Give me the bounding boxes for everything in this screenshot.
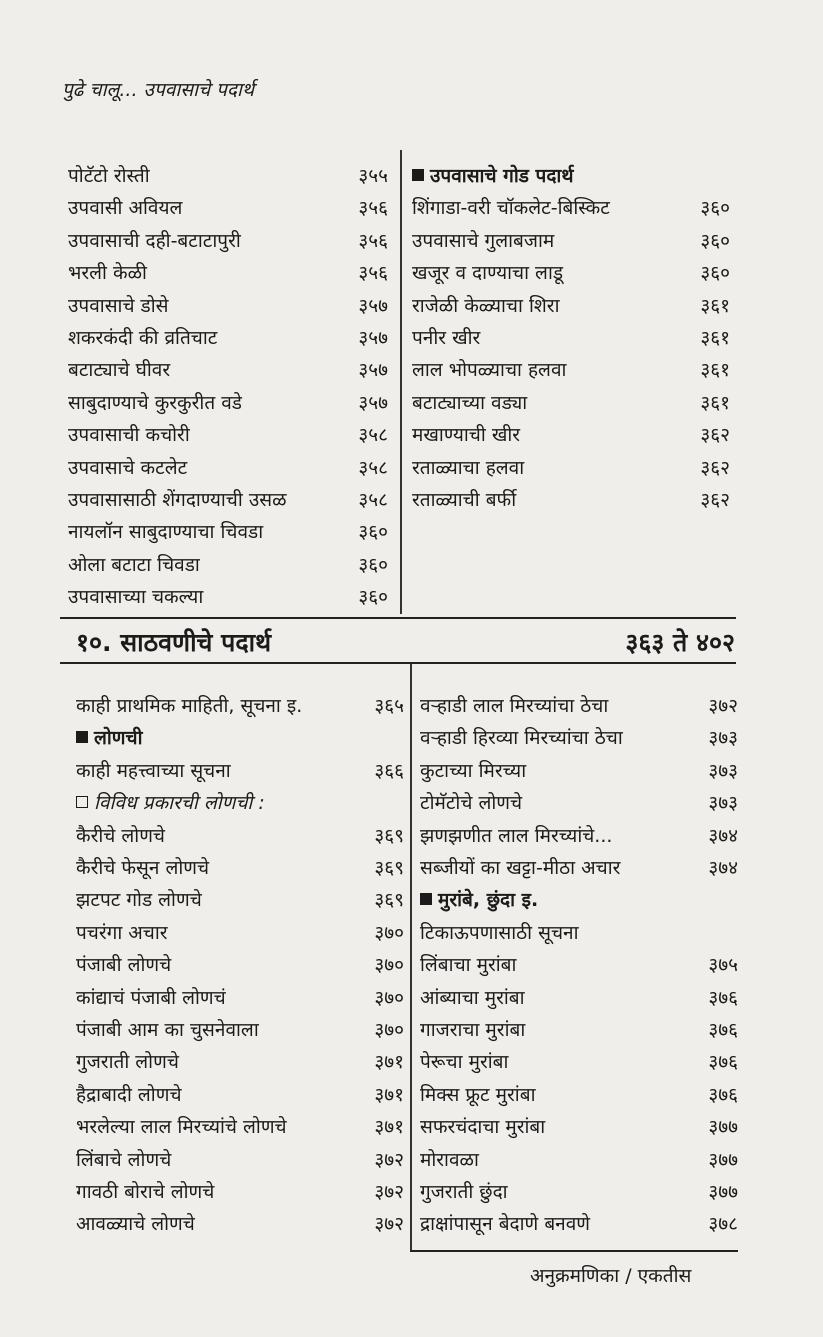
toc-entry bbox=[420, 757, 738, 787]
entry-title: रताळ्याचा हलवा bbox=[412, 456, 525, 479]
entry-page-number: ३५६ bbox=[358, 262, 388, 285]
entry-page-number: ३५५ bbox=[358, 165, 388, 187]
entry-page-number: ३६१ bbox=[700, 359, 730, 382]
entry-page-number: ३७५ bbox=[708, 954, 738, 977]
toc-entry bbox=[76, 692, 404, 722]
column-divider bbox=[410, 664, 412, 1250]
toc-entry bbox=[68, 259, 388, 289]
toc-entry bbox=[420, 1146, 738, 1176]
entry-title: लाल भोपळ्याचा हलवा bbox=[412, 359, 567, 382]
toc-entry bbox=[68, 486, 388, 516]
toc-entry bbox=[420, 919, 738, 949]
toc-entry bbox=[412, 421, 730, 451]
toc-entry bbox=[420, 724, 738, 754]
toc-entry bbox=[76, 1113, 404, 1143]
toc-entry bbox=[420, 1113, 738, 1143]
toc-entry bbox=[68, 194, 388, 224]
entry-title: मोरावळा bbox=[420, 1148, 479, 1171]
entry-page-number: ३७२ bbox=[374, 1181, 404, 1203]
entry-title: झणझणीत लाल मिरच्यांचे... bbox=[420, 824, 613, 847]
toc-entry bbox=[412, 292, 730, 322]
section-heading-sweets bbox=[412, 162, 730, 192]
entry-page-number: ३६० bbox=[700, 229, 730, 252]
entry-title: हैद्राबादी लोणचे bbox=[76, 1083, 182, 1106]
entry-title: सब्जीयों का खट्टा-मीठा अचार bbox=[420, 857, 621, 879]
entry-title: आंब्याचा मुरांबा bbox=[420, 986, 525, 1009]
entry-page-number: ३५८ bbox=[358, 456, 388, 479]
toc-entry bbox=[68, 389, 388, 419]
toc-entry bbox=[68, 227, 388, 257]
entry-title: मखाण्याची खीर bbox=[412, 424, 521, 447]
heading-text: लोणची bbox=[94, 727, 143, 750]
entry-title: काही प्राथमिक माहिती, सूचना इ. bbox=[76, 695, 303, 717]
footer-rule bbox=[410, 1250, 738, 1252]
entry-page-number: ३७६ bbox=[708, 986, 738, 1009]
section-heading-preserves bbox=[420, 886, 738, 916]
toc-entry bbox=[420, 1210, 738, 1240]
entry-page-number: ३७६ bbox=[708, 1019, 738, 1041]
entry-title: उपवासाचे डोसे bbox=[68, 294, 169, 317]
toc-entry bbox=[76, 1081, 404, 1111]
toc-entry bbox=[412, 486, 730, 516]
entry-title: कैरीचे फेसून लोणचे bbox=[76, 857, 210, 879]
toc-entry bbox=[412, 389, 730, 419]
entry-page-number: ३७६ bbox=[708, 1083, 738, 1106]
toc-entry bbox=[76, 1016, 404, 1046]
entry-title: लिंबाचा मुरांबा bbox=[420, 954, 517, 977]
toc-entry bbox=[420, 1081, 738, 1111]
toc-entry bbox=[420, 951, 738, 981]
toc-entry bbox=[412, 324, 730, 354]
section-title: १०. साठवणीचे पदार्थ bbox=[76, 628, 272, 657]
entry-page-number: ३५६ bbox=[358, 229, 388, 252]
entry-title: पनीर खीर bbox=[412, 327, 481, 349]
entry-title: शकरकंदी की व्रतिचाट bbox=[68, 327, 218, 349]
entry-page-number: ३७२ bbox=[708, 695, 738, 717]
entry-title: पोटॅटो रोस्ती bbox=[68, 165, 150, 187]
entry-title: गुजराती छुंदा bbox=[420, 1181, 508, 1203]
entry-title: मिक्स फ्रूट मुरांबा bbox=[420, 1083, 536, 1106]
entry-title: उपवासाचे कटलेट bbox=[68, 456, 188, 479]
entry-title: पचरंगा अचार bbox=[76, 921, 168, 944]
running-header: पुढे चालू... उपवासाचे पदार्थ bbox=[62, 79, 255, 101]
entry-title: भरली केळी bbox=[68, 262, 147, 285]
entry-title: खजूर व दाण्याचा लाडू bbox=[412, 262, 564, 285]
toc-entry bbox=[76, 1210, 404, 1240]
toc-entry bbox=[68, 162, 388, 192]
entry-page-number: ३७७ bbox=[708, 1181, 738, 1203]
entry-title: शिंगाडा-वरी चॉकलेट-बिस्किट bbox=[412, 197, 610, 220]
entry-title: द्राक्षांपासून बेदाणे बनवणे bbox=[420, 1213, 591, 1236]
section-page-range: ३६३ ते ४०२ bbox=[625, 628, 735, 657]
entry-page-number: ३७२ bbox=[374, 1213, 404, 1236]
entry-page-number: ३७३ bbox=[708, 792, 738, 815]
toc-entry bbox=[412, 227, 730, 257]
entry-page-number: ३५७ bbox=[358, 391, 388, 414]
entry-title: भरलेल्या लाल मिरच्यांचे लोणचे bbox=[76, 1116, 287, 1139]
entry-title: सफरचंदाचा मुरांबा bbox=[420, 1116, 546, 1139]
entry-title: कुटाच्या मिरच्या bbox=[420, 759, 527, 782]
entry-page-number: ३६१ bbox=[700, 391, 730, 414]
toc-entry bbox=[420, 1016, 738, 1046]
entry-title: काही महत्त्वाच्या सूचना bbox=[76, 759, 231, 782]
section-heading-pickles bbox=[76, 724, 404, 754]
toc-entry bbox=[76, 854, 404, 884]
entry-title: उपवासाचे गुलाबजाम bbox=[412, 229, 555, 252]
square-bullet-icon bbox=[412, 169, 424, 181]
toc-entry bbox=[68, 518, 388, 548]
entry-page-number: ३७० bbox=[374, 986, 404, 1009]
toc-entry bbox=[76, 822, 404, 852]
entry-page-number: ३७४ bbox=[708, 824, 738, 847]
toc-entry bbox=[76, 886, 404, 916]
toc-entry bbox=[420, 822, 738, 852]
entry-title: टोमॅटोचे लोणचे bbox=[420, 792, 523, 815]
toc-entry bbox=[68, 421, 388, 451]
heading-text: मुरांबे, छुंदा इ. bbox=[438, 889, 539, 912]
entry-page-number: ३७८ bbox=[708, 1213, 738, 1236]
entry-title: उपवासासाठी शेंगदाण्याची उसळ bbox=[68, 489, 287, 511]
heading-text: उपवासाचे गोड पदार्थ bbox=[430, 165, 574, 187]
entry-title: उपवासाच्या चकल्या bbox=[68, 586, 204, 609]
entry-page-number: ३७४ bbox=[708, 857, 738, 879]
entry-title: गुजराती लोणचे bbox=[76, 1051, 179, 1074]
square-bullet-icon bbox=[76, 731, 88, 743]
entry-page-number: ३६० bbox=[358, 553, 388, 576]
entry-title: नायलॉन साबुदाण्याचा चिवडा bbox=[68, 521, 264, 544]
hollow-square-bullet-icon bbox=[76, 796, 88, 808]
toc-entry bbox=[68, 356, 388, 386]
toc-entry bbox=[412, 356, 730, 386]
entry-page-number: ३७१ bbox=[374, 1051, 404, 1074]
entry-title: गाजराचा मुरांबा bbox=[420, 1019, 526, 1041]
entry-title: रताळ्याची बर्फी bbox=[412, 489, 517, 511]
entry-title: पंजाबी आम का चुसनेवाला bbox=[76, 1019, 259, 1041]
entry-title: राजेळी केळ्याचा शिरा bbox=[412, 294, 560, 317]
toc-entry bbox=[420, 1048, 738, 1078]
entry-title: झटपट गोड लोणचे bbox=[76, 889, 202, 912]
entry-page-number: ३६५ bbox=[374, 695, 404, 717]
entry-page-number: ३५७ bbox=[358, 294, 388, 317]
subheading-pickle-types bbox=[76, 789, 404, 819]
entry-title: वऱ्हाडी हिरव्या मिरच्यांचा ठेचा bbox=[420, 727, 623, 750]
entry-title: गावठी बोराचे लोणचे bbox=[76, 1181, 215, 1203]
entry-title: उपवासी अवियल bbox=[68, 197, 183, 220]
entry-page-number: ३६० bbox=[358, 586, 388, 609]
toc-entry bbox=[68, 551, 388, 581]
entry-page-number: ३७१ bbox=[374, 1116, 404, 1139]
toc-entry bbox=[412, 194, 730, 224]
toc-entry bbox=[420, 1178, 738, 1208]
entry-title: वऱ्हाडी लाल मिरच्यांचा ठेचा bbox=[420, 695, 609, 717]
toc-entry bbox=[76, 757, 404, 787]
entry-page-number: ३५७ bbox=[358, 359, 388, 382]
entry-page-number: ३५७ bbox=[358, 327, 388, 349]
entry-title: लिंबाचे लोणचे bbox=[76, 1148, 172, 1171]
entry-title: कांद्याचं पंजाबी लोणचं bbox=[76, 986, 226, 1009]
entry-page-number: ३७१ bbox=[374, 1083, 404, 1106]
entry-page-number: ३६० bbox=[700, 262, 730, 285]
toc-entry bbox=[68, 292, 388, 322]
entry-page-number: ३७३ bbox=[708, 727, 738, 750]
section-rule bbox=[60, 662, 736, 664]
entry-page-number: ३६९ bbox=[374, 857, 404, 879]
entry-page-number: ३६० bbox=[358, 521, 388, 544]
entry-title: साबुदाण्याचे कुरकुरीत वडे bbox=[68, 391, 242, 414]
entry-page-number: ३६९ bbox=[374, 889, 404, 912]
toc-entry bbox=[76, 1178, 404, 1208]
entry-page-number: ३६२ bbox=[700, 456, 730, 479]
toc-entry bbox=[412, 454, 730, 484]
toc-entry bbox=[420, 854, 738, 884]
entry-page-number: ३७६ bbox=[708, 1051, 738, 1074]
entry-page-number: ३७० bbox=[374, 1019, 404, 1041]
entry-page-number: ३६६ bbox=[374, 759, 404, 782]
toc-entry bbox=[420, 692, 738, 722]
entry-title: पंजाबी लोणचे bbox=[76, 954, 172, 977]
entry-page-number: ३७७ bbox=[708, 1116, 738, 1139]
entry-title: टिकाऊपणासाठी सूचना bbox=[420, 921, 579, 944]
toc-entry bbox=[76, 951, 404, 981]
entry-page-number: ३६० bbox=[700, 197, 730, 220]
entry-page-number: ३७२ bbox=[374, 1148, 404, 1171]
entry-page-number: ३६२ bbox=[700, 489, 730, 511]
toc-entry bbox=[76, 1146, 404, 1176]
entry-page-number: ३७३ bbox=[708, 759, 738, 782]
entry-page-number: ३५६ bbox=[358, 197, 388, 220]
entry-page-number: ३७० bbox=[374, 921, 404, 944]
entry-page-number: ३५८ bbox=[358, 424, 388, 447]
entry-title: बटाट्याच्या वड्या bbox=[412, 391, 528, 414]
entry-page-number: ३६९ bbox=[374, 824, 404, 847]
entry-title: कैरीचे लोणचे bbox=[76, 824, 165, 847]
toc-entry bbox=[76, 1048, 404, 1078]
entry-title: बटाट्याचे घीवर bbox=[68, 359, 171, 382]
entry-title: उपवासाची कचोरी bbox=[68, 424, 190, 447]
toc-entry bbox=[76, 919, 404, 949]
toc-entry bbox=[412, 259, 730, 289]
toc-entry bbox=[76, 984, 404, 1014]
square-bullet-icon bbox=[420, 893, 432, 905]
entry-page-number: ३५८ bbox=[358, 489, 388, 511]
toc-entry bbox=[68, 454, 388, 484]
entry-page-number: ३६१ bbox=[700, 294, 730, 317]
entry-title: पेरूचा मुरांबा bbox=[420, 1051, 509, 1074]
column-divider bbox=[400, 150, 402, 614]
entry-title: उपवासाची दही-बटाटापुरी bbox=[68, 229, 241, 252]
entry-title: ओला बटाटा चिवडा bbox=[68, 553, 200, 576]
section-rule bbox=[60, 617, 736, 619]
toc-entry bbox=[68, 583, 388, 613]
entry-title: आवळ्याचे लोणचे bbox=[76, 1213, 195, 1236]
toc-entry bbox=[420, 984, 738, 1014]
toc-entry bbox=[420, 789, 738, 819]
heading-text: विविध प्रकारची लोणची : bbox=[94, 792, 265, 815]
entry-page-number: ३६१ bbox=[700, 327, 730, 349]
page-footer: अनुक्रमणिका / एकतीस bbox=[530, 1265, 692, 1287]
entry-page-number: ३७७ bbox=[708, 1148, 738, 1171]
entry-page-number: ३६२ bbox=[700, 424, 730, 447]
entry-page-number: ३७० bbox=[374, 954, 404, 977]
toc-entry bbox=[68, 324, 388, 354]
